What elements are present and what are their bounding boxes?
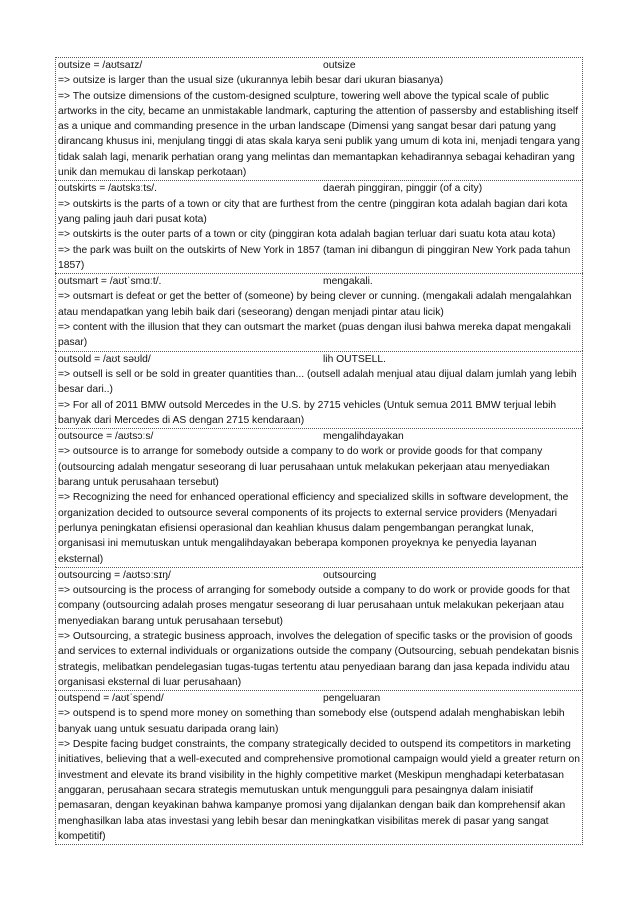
entry-example: => the park was built on the outskirts of New York in 1857 (taman ini dibangun di pinggiran New York pada tahun 1857) <box>58 244 571 271</box>
entry-outspend <box>55 690 583 845</box>
entry-definition: => outsell is sell or be sold in greater quantities than... (outsell adalah menjual atau dijual dalam jumlah yang lebih besar dari..) <box>58 368 577 396</box>
entry-example: => For all of 2011 BMW outsold Mercedes in the U.S. by 2715 vehicles (Untuk semua 2011 BMW terjual lebih banyak dari Mercedes di AS dengan 2715 kendaraan) <box>58 399 557 426</box>
entry-example: => Outsourcing, a strategic business approach, involves the delegation of specific tasks or the provision of goods and services to external individuals or organizations outside the company (Outsourcing, sebuah pendekatan bisnis strategis, melibatkan pendelegasian tugas-tugas tertentu atau penyediaan barang dan jasa kepada individu atau organisasi eksternal di luar perusahaan) <box>58 630 579 688</box>
entry-head <box>58 181 580 196</box>
dictionary-page <box>55 57 583 845</box>
entry-meaning: mengakali. <box>323 276 373 288</box>
entry-example: => The outsize dimensions of the custom-designed sculpture, towering well above the typical scale of public artworks in the city, became an unmistakable landmark, capturing the attention of passersby and establishing itself as a unique and commanding presence in the urban landscape (Dimensi yang sangat besar dari patung yang dirancang khusus ini, menjulang tinggi di atas skala karya seni publik yang umum di kota ini, menjadi tengara yang tidak salah lagi, menarik perhatian orang yang melintas dan memantapkan kehadirannya sebagai kehadiran yang unik dan memukau di lanskap perkotaan) <box>58 90 581 179</box>
entry-meaning: pengeluaran <box>323 693 381 705</box>
entry-term: outsmart = /aʊtˈsmɑːt/. <box>58 276 162 288</box>
entry-definition: => outspend is to spend more money on something than somebody else (outspend adalah menghabiskan lebih banyak uang untuk sesuatu daripada orang lain) <box>58 708 565 735</box>
entry-head <box>58 429 580 444</box>
entry-meaning: lih OUTSELL. <box>323 353 386 365</box>
entry-head <box>58 568 580 583</box>
entry-outsmart <box>55 273 583 350</box>
entry-outskirts <box>55 180 583 273</box>
entry-example: => Despite facing budget constraints, the company strategically decided to outspend its competitors in marketing initiatives, believing that a well-executed and comprehensive promotional campaign would yield a greater return on investment and elevate its brand visibility in the highly competitive market (Meskipun menghadapi keterbatasan anggaran, perusahaan secara strategis memutuskan untuk mengungguli para pesaingnya dalam inisiatif pemasaran, dengan keyakinan bahwa kampanye promosi yang dijalankan dengan baik dan komprehensif akan menghasilkan laba atas investasi yang lebih besar dan meningkatkan visibilitas merek di pasar yang sangat kompetitif) <box>58 739 581 842</box>
entry-outsourcing <box>55 567 583 690</box>
entry-definition: => outsmart is defeat or get the better of (someone) by being clever or cunning. (mengakali adalah mengalahkan atau mendapatkan yang lebih baik dari (seseorang) dengan menjadi pintar atau licik) <box>58 291 572 318</box>
entry-meaning: outsourcing <box>323 569 377 581</box>
entry-term: outsold = /aʊt səʊld/ <box>58 353 151 365</box>
entry-outsold <box>55 351 583 428</box>
entry-example: => Recognizing the need for enhanced operational efficiency and specialized skills in software development, the organization decided to outsource several components of its projects to external service providers (Menyadari perlunya peningkatan efisiensi operasional dan keahlian khusus dalam pengembangan perangkat lunak, organisasi ini memutuskan untuk mengalihdayakan beberapa komponen proyeknya ke penyedia layanan eksternal) <box>58 492 569 565</box>
entry-definition: => outsize is larger than the usual size (ukurannya lebih besar dari ukuran biasanya) <box>58 75 444 87</box>
entry-meaning: outsize <box>323 60 356 71</box>
entry-head <box>58 691 580 706</box>
entry-term: outsourcing = /aʊtsɔːsɪŋ/ <box>58 569 171 581</box>
entry-definition: => outskirts is the parts of a town or city that are furthest from the centre (pinggiran kota adalah bagian dari kota yang paling jauh dari pusat kota) <box>58 198 568 225</box>
entry-term: outspend = /aʊtˈspend/ <box>58 693 164 705</box>
entry-definition: => outsourcing is the process of arranging for somebody outside a company to do work or provide goods for that company (outsourcing adalah proses mengatur seseorang di luar perusahaan untuk melakukan pekerjaan atau menyediakan barang untuk perusahaan tersebut) <box>58 585 570 627</box>
entry-meaning: mengalihdayakan <box>323 431 404 443</box>
entry-term: outsize = /aʊtsaɪz/ <box>58 60 143 71</box>
entry-meaning: daerah pinggiran, pinggir (of a city) <box>323 183 483 195</box>
entry-term: outskirts = /aʊtskɜːts/. <box>58 183 157 195</box>
entry-head <box>58 274 580 289</box>
entry-definition: => outsource is to arrange for somebody outside a company to do work or provide goods for that company (outsourcing adalah mengatur seseorang di luar perusahaan untuk melakukan pekerjaan atau menyediakan barang untuk perusahaan tersebut) <box>58 446 550 489</box>
entry-outsize <box>55 57 583 180</box>
entry-head <box>58 58 580 73</box>
entry-example: => content with the illusion that they can outsmart the market (puas dengan ilusi bahwa mereka dapat mengakali pasar) <box>58 322 571 349</box>
entry-head <box>58 352 580 367</box>
entry-definition: => outskirts is the outer parts of a town or city (pinggiran kota adalah bagian terluar dari suatu kota atau kota) <box>58 229 556 241</box>
entry-term: outsource = /aʊtsɔːs/ <box>58 431 154 443</box>
entry-outsource <box>55 428 583 567</box>
